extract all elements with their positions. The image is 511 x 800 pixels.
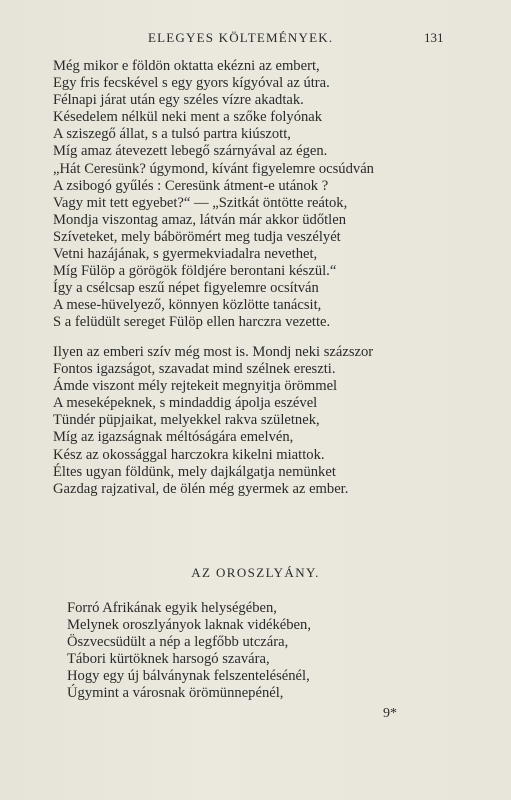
page-number: 131	[424, 30, 444, 45]
verse-line: Tündér püpjaikat, melyekkel rakva születnek,	[53, 412, 320, 429]
verse-line: Gazdag rajzatival, de ölén még gyermek az ember.	[53, 480, 349, 497]
verse-line: Ámde viszont mély rejtekeit megnyitja örömmel	[53, 378, 338, 395]
verse-line: S a felüdült sereget Fülöp ellen harczra vezette.	[53, 314, 331, 331]
verse-line: „Hát Ceresünk? úgymond, kívánt figyelemre ocsúdván	[53, 160, 374, 177]
stanza-1	[53, 58, 374, 332]
verse-line: Egy fris fecskével s egy gyors kígyóval az útra.	[53, 75, 330, 92]
verse-line: Kész az okossággal harczokra kikelni miattok.	[53, 446, 325, 463]
running-title: ELEGYES KÖLTEMÉNYEK.	[148, 30, 334, 45]
signature-mark: 9*	[383, 706, 397, 721]
stanza-3	[67, 600, 311, 703]
verse-line: Míg az igazságnak méltóságára emelvén,	[53, 429, 294, 446]
verse-line: Úgymint a városnak örömünnepénél,	[67, 685, 284, 702]
verse-line: Szíveteket, mely bábörömért meg tudja veszélyét	[53, 228, 341, 245]
verse-line: Vagy mit tett egyebet?“ — „Szitkát öntötte reátok,	[53, 194, 348, 211]
verse-line: Ilyen az emberi szív még most is. Mondj neki százszor	[53, 344, 374, 360]
verse-line: Vetni hazájának, s gyermekviadalra nevethet,	[53, 246, 318, 263]
verse-line: Késedelem nélkül neki ment a szőke folyónak	[53, 109, 323, 126]
verse-line: Éltes ugyan földünk, mely dajkálgatja nemünket	[53, 463, 336, 480]
verse-line: Míg Fülöp a görögök földjére berontani készül.“	[53, 263, 337, 280]
verse-line: A mese-hüvelyező, könnyen közlötte tanácsit,	[53, 297, 322, 314]
verse-line: Fontos igazságot, szavadat mind szélnek ereszti.	[53, 361, 336, 378]
verse-line: A sziszegő állat, s a tulsó partra kiúszott,	[53, 126, 291, 143]
verse-line: Mondja viszontag amaz, látván már akkor üdőtlen	[53, 211, 347, 228]
verse-line: Így a csélcsap eszű népet figyelemre ocsítván	[53, 280, 319, 297]
verse-line: Melynek oroszlyányok laknak vidékében,	[67, 617, 311, 634]
verse-line: Hogy egy új bálványnak felszentelésénél,	[67, 668, 310, 685]
verse-line: Félnapi járat után egy széles vízre akadtak.	[53, 92, 304, 109]
verse-line: Még mikor e földön oktatta ekézni az embert,	[53, 58, 320, 74]
verse-line: A meseképeknek, s mindaddig ápolja eszével	[53, 395, 318, 412]
verse-line: Tábori kürtöknek harsogó szavára,	[67, 651, 270, 668]
verse-line: Forró Afrikának egyik helységében,	[67, 600, 277, 616]
poem-title: AZ OROSZLYÁNY.	[191, 565, 320, 580]
running-head	[0, 30, 511, 48]
verse-line: Míg amaz átevezett lebegő szárnyával az égen.	[53, 143, 328, 160]
verse-line: A zsibogó gyűlés : Ceresünk átment-e utánok ?	[53, 177, 329, 194]
verse-line: Öszvecsüdült a nép a legfőbb utczára,	[67, 634, 289, 651]
stanza-2	[53, 344, 373, 498]
